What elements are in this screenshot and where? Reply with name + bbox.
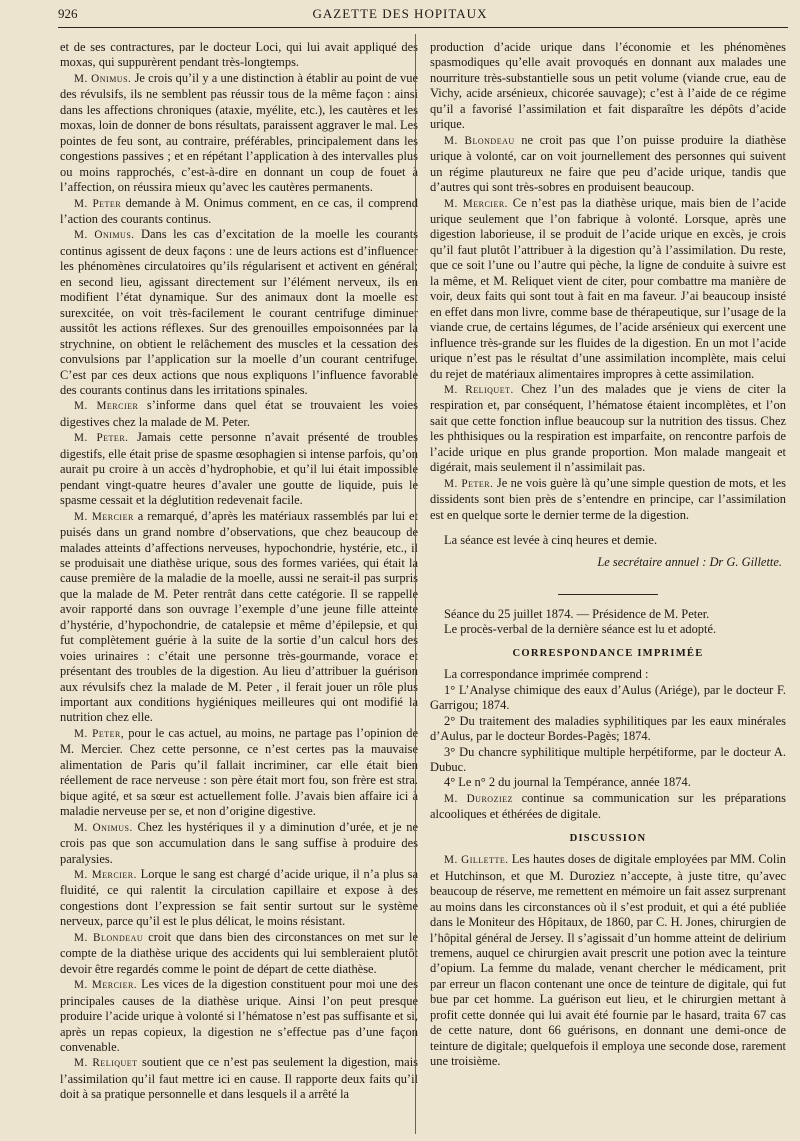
text-paragraph: 2° Du traitement des maladies syphilitiques par les eaux minérales d’Aulus, par le docteur Bordes-Pagès; 1874. <box>430 713 786 744</box>
speaker-name: M. Onimus. <box>74 229 135 242</box>
speech-text: Jamais cette personne n’avait présenté de troubles digestifs, elle était prise de spasme œsophagien si intense parfois, qu’on aurait pu croire à un accès d’hydrophobie, et qu’il lui était impossible pendant vingt-quatre heures d’avaler une goutte de liquide, puis le spasme cessait et la déglutition redevenait facile. <box>60 430 418 508</box>
speech-paragraph <box>60 71 418 196</box>
speaker-name: M. Mercier <box>74 400 139 413</box>
section-heading: DISCUSSION <box>569 832 647 844</box>
speaker-name: M. Peter. <box>444 477 494 490</box>
speaker-name: M. Reliquet. <box>444 383 514 396</box>
spacer <box>430 523 786 533</box>
speech-paragraph <box>60 867 418 930</box>
speech-text: Les vices de la digestion constituent pour moi une des principales causes de la diathèse urique. Ainsi l’on peut presque produire l’acide urique à volonté si l’hématose n’est pas suffisante et si, après un repas copieux, la digestion ne s’effectue pas d’une façon convenable. <box>60 977 419 1054</box>
text-paragraph: La correspondance imprimée comprend : <box>444 667 649 682</box>
speaker-name: M. Duroziez <box>444 792 513 805</box>
text-paragraph: La séance est levée à cinq heures et demie. <box>444 533 658 548</box>
header-rule <box>58 27 788 28</box>
speaker-name: M. Onimus. <box>74 72 132 85</box>
speech-paragraph <box>60 930 418 977</box>
speech-paragraph <box>60 977 418 1055</box>
speech-paragraph <box>60 196 418 228</box>
speech-paragraph <box>430 133 786 196</box>
speech-text: Chez l’un des malades que je viens de citer la respiration et, par conséquent, l’hématose étaient incomplètes, et l’on sait que cette fonction influe beaucoup sur la nutrition des tissus. Chez les phthisiques ou la respiration est imparfaite, on rencontre parfois de l’acide urique en plus grande proportion. Mon malade mangeait et digérait, mais seulement il n’assimilait pas. <box>430 381 786 475</box>
text-paragraph: production d’acide urique dans l’économie et les phénomènes spasmodiques qu’elle avait provoqués en donnant aux malades une nourriture très-substantielle sous un petit volume (viande crue, eau de Vichy, acide arsénieux, chicorée sauvage); c’est à l’aide de ce régime qu’il a favorisé l’assimilation et fait disparaître les dépôts d’acide urique. <box>430 40 786 132</box>
speech-text: s’informe dans quel état se trouvaient les voies digestives chez la malade de M. Peter. <box>60 398 418 429</box>
speech-text: Lorque le sang est chargé d’acide urique, il n’a plus sa fluidité, ce qui ralentit la circulation capillaire et expose à des congestions dont l’expression se fait sentir surtout sur le système nerveux, parce qu’il est le plus délicat, le moins résistant. <box>60 867 418 929</box>
speech-paragraph <box>430 382 786 476</box>
text-paragraph: 1° L’Analyse chimique des eaux d’Aulus (Ariége), par le docteur F. Garrigou; 1874. <box>430 682 786 713</box>
text-paragraph: 3° Du chancre syphilitique multiple herpétiforme, par le docteur A. Dubuc. <box>430 744 786 775</box>
speech-paragraph <box>60 227 418 398</box>
speech-text: demande à M. Onimus comment, en ce cas, il comprend l’action des courants continus. <box>60 195 418 226</box>
speaker-name: M. Mercier. <box>74 979 138 992</box>
speaker-name: M. Mercier. <box>74 869 137 882</box>
speech-paragraph <box>60 820 418 867</box>
speaker-name: M. Blondeau <box>444 134 515 147</box>
speech-paragraph <box>430 196 786 382</box>
column-divider <box>415 34 416 1134</box>
section-separator <box>558 594 658 595</box>
speech-paragraph <box>430 852 786 1069</box>
page-number: 926 <box>58 6 78 21</box>
text-paragraph: et de ses contractures, par le docteur Loci, qui lui avait appliqué des moxas, qui suppurèrent pendant très-longtemps. <box>60 40 418 70</box>
speaker-name: M. Onimus. <box>74 821 133 834</box>
text-paragraph: Séance du 25 juillet 1874. — Présidence de M. Peter. <box>444 606 710 621</box>
speaker-name: M. Gillette. <box>444 854 509 867</box>
speaker-name: M. Peter <box>74 197 122 210</box>
speech-text: a remarqué, d’après les matériaux rassemblés par lui et puisés dans un grand nombre d’observations, que chez beaucoup de malades atteints d’affections nerveuses, hypochondrie, hystérie, etc., il se produisait une diathèse urique, sous des formes variées, qui était la cause première de la maladie de la moelle, aussi ne serait-il pas surpris que la malade de M. Peter rentrât dans cette catégorie. Il se rappelle avoir rapporté dans son ouvrage l’exemple d’une jeune fille atteinte d’hystérie, d’hypochondrie, de catalepsie et même d’épilepsie, et qui fut complètement guérie à la suite de la sortie d’un calcul hors des voies urinaires : c’était une personne très-gourmande, vorace et présentant des troubles de la digestion. Au lieu d’attribuer la guérison aux révulsifs chez la malade de M. Peter , il ferait jouer un rôle plus important aux conditions hygiéniques meilleures qui ont modifié la nutrition chez elle. <box>60 508 418 725</box>
speaker-name: M. Reliquet <box>74 1057 138 1070</box>
journal-title: GAZETTE DES HOPITAUX <box>312 6 488 21</box>
speaker-name: M. Mercier. <box>444 197 508 210</box>
speaker-name: M. Peter, <box>74 727 125 740</box>
speech-text: croit que dans bien des circonstances on met sur le compte de la diathèse urique des accidents qui lui sembleraient plutôt devoir être regardés comme le point de départ de cette diathèse. <box>60 929 419 976</box>
speaker-name: M. Peter. <box>74 432 129 445</box>
speech-paragraph <box>60 509 418 726</box>
speech-text: continue sa communication sur les préparations alcooliques et éthérées de digitale. <box>430 790 786 822</box>
speech-text: Les hautes doses de digitale employées par MM. Colin et Hutchinson, et que M. Duroziez n’accepte, à juste titre, qu’avec beaucoup de réserve, me remettent en mémoire un fait assez surprenant au moins dans les circonstances où il s’est produit, et qui a été publiée dans le Moniteur des Hôpitaux, de 1860, par C. H. Jones, chirurgien de l’hôpital général de Jersey. Il s’agissait d’un homme atteint de delirium tremens, auquel ce chirurgien avait prescrit une potion avec la teinture d’opium. La femme du malade, venant chercher le médicament, prit par erreur un flacon contenant une once de teinture de digitale, qui fut bue par cet homme. La guérison eut lieu, et le chirurgien mettant à profit cette donnée qui lui avait été fournie par le hasard, traita 67 cas de cette nature, dont 66 guérisons, en donnant une demi-once de teinture de digitale; quelquefois il employa une seconde dose, rarement une troisième. <box>430 852 786 1069</box>
speech-text: ne croit pas que l’on puisse produire la diathèse urique à volonté, car on voit journellement des personnes qui suivent un régime plautureux ne faire que peu d’acide urique, tandis que d’autres qui sont très-sobres en produisent beaucoup. <box>430 132 787 195</box>
speech-text: Je crois qu’il y a une distinction à établir au point de vue des révulsifs, ils ne semblent pas réussir tous de la même façon : ainsi dans les affections chroniques (ataxie, myélite, etc.), les cautères et les moxas, loin de donner de bons résultats, paraissent aggraver le mal. Les pointes de feu sont, au contraire, préférables, principalement dans les congestions passives ; et en répétant l’application à des intervalles plus ou moins rapprochés, c’est-à-dire en donnant un coup de fouet à l’affection, on réussira mieux qu’avec les cautères permanents. <box>60 70 419 195</box>
speech-text: Dans les cas d’excitation de la moelle les courants continus agissent de deux façons : une de leurs actions est d’influencer les phénomènes circulatoires qu’ils régularisent et activent en général; en second lieu, agissant directement sur l’élément nerveux, ils en modifient l’état dynamique. Sur des animaux dont la moelle est surexcitée, on voit très-facilement le courant centrifuge diminuer aussitôt les actions réflexes. Sur des grenouilles empoisonnées par la strychnine, on obtient le relâchement des muscles et la cessation des convulsions par l’application sur la moelle d’un courant centrifuge. C’est par ces deux actions que nous expliquons l’influence favorable des courants continus dans les irritations spinales. <box>60 227 419 397</box>
speech-text: Je ne vois guère là qu’une simple question de mots, et les dissidents sont bien près de s’entendre en principe, car l’assimilation est en quelque sorte le dernier terme de la digestion. <box>430 475 786 522</box>
text-paragraph: 4° Le n° 2 du journal la Tempérance, année 1874. <box>444 775 691 790</box>
left-column <box>60 40 418 1103</box>
speaker-name: M. Blondeau <box>74 931 144 944</box>
speech-text: soutient que ce n’est pas seulement la digestion, mais l’assimilation qu’il faut mettre ici en cause. Il rapporte deux faits qu’il doit à sa pratique personnelle et dans lesquels il a arrêté la <box>60 1055 418 1102</box>
secretary-signature <box>430 555 782 570</box>
speech-paragraph <box>60 430 418 508</box>
speech-paragraph <box>430 791 786 823</box>
right-column <box>430 40 786 1070</box>
speech-text: pour le cas actuel, au moins, ne partage pas l’opinion de M. Mercier. Chez cette personne, ce n’est certes pas la mauvaise alimentation de Paris qu’il fallait incriminer, car elle était bien réellement de race nerveuse : son père était mort fou, son frère est stra. bique agité, et sa sœur est actuellement folle. J’avais bien affaire ici à maladie nerveuse per se, et non d’origine digestive. <box>60 725 418 819</box>
speech-text: Chez les hystériques il y a diminution d’urée, et je ne crois pas que son accumulation dans le sang suffise à produire des paralysies. <box>60 819 418 866</box>
speech-paragraph <box>60 398 418 430</box>
speech-paragraph <box>430 476 786 523</box>
speaker-name: M. Mercier <box>74 510 134 523</box>
text-paragraph: Le procès-verbal de la dernière séance est lu et adopté. <box>444 622 717 637</box>
speech-text: Ce n’est pas la diathèse urique, mais bien de l’acide urique seulement que l’on fabrique à volonté. Lorsque, après une digestion laborieuse, il se produit de l’acide urique en excès, je crois qu’il faut plutôt l’attribuer à la digestion qu’à l’assimilation. Du reste, que ce soit l’une ou l’autre qui pèche, la ligne de conduite à suivre est la même, et M. Reliquet vient de citer, pour combattre ma manière de voir, deux faits qui sont tout à fait en ma faveur. J’ai beaucoup insisté en effet dans mon livre, comme base de thérapeutique, sur l’usage de la viande crue, de certains légumes, de l’acide arsénieux qui exercent une influence très-grande sur les fluides de la digestion. En un mot l’acide urique n’est pas le résultat d’une assimilation incomplète, mais celui du rejet de matériaux alimentaires impropres à cette assimilation. <box>430 195 786 381</box>
speech-paragraph <box>60 726 418 820</box>
signature-text: Le secrétaire annuel : Dr G. Gillette. <box>597 554 782 569</box>
section-heading: CORRESPONDANCE IMPRIMÉE <box>512 647 704 659</box>
speech-paragraph <box>60 1055 418 1102</box>
